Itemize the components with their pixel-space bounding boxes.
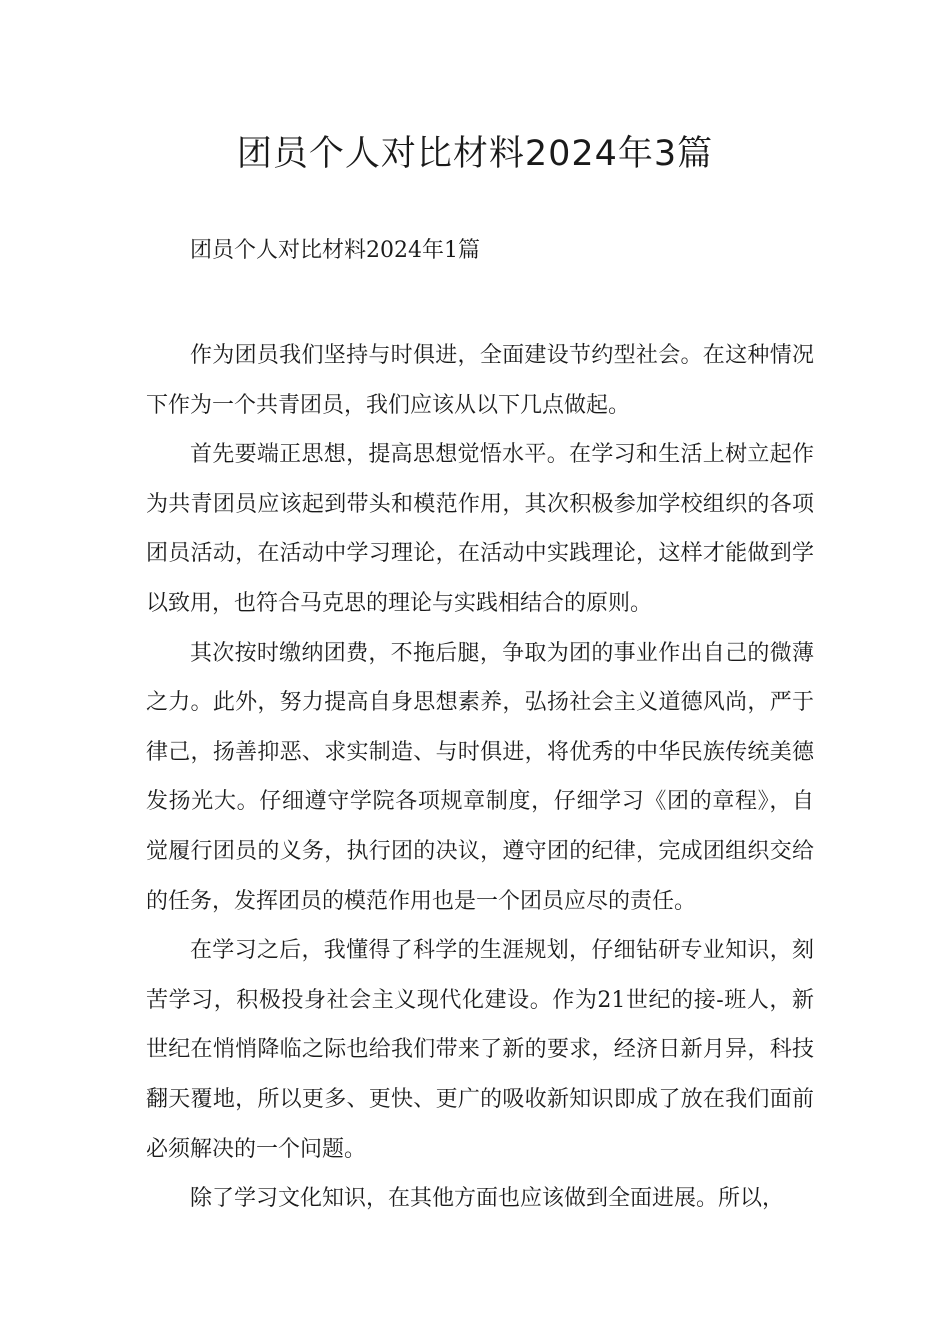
- document-body: [146, 331, 814, 1224]
- section-subtitle: 团员个人对比材料2024年1篇: [190, 238, 480, 263]
- paragraph-5: 除了学习文化知识，在其他方面也应该做到全面进展。所以，: [190, 1186, 785, 1212]
- paragraph-2: 首先要端正思想，提高思想觉悟水平。在学习和生活上树立起作为共青团员应该起到带头和模范作用，其次积极参加学校组织的各项团员活动，在活动中学习理论，在活动中实践理论，这样才能做到学以致用，也符合马克思的理论与实践相结合的原则。: [146, 442, 814, 616]
- paragraph-4: 在学习之后，我懂得了科学的生涯规划，仔细钻研专业知识，刻苦学习，积极投身社会主义现代化建设。作为21世纪的接-班人，新世纪在悄悄降临之际也给我们带来了新的要求，经济日新月异，科技翻天覆地，所以更多、更快、更广的吸收新知识即成了放在我们面前必须解决的一个问题。: [146, 938, 814, 1162]
- paragraph-3: 其次按时缴纳团费，不拖后腿，争取为团的事业作出自己的微薄之力。此外，努力提高自身思想素养，弘扬社会主义道德风尚，严于律己，扬善抑恶、求实制造、与时俱进，将优秀的中华民族传统美德发扬光大。仔细遵守学院各项规章制度，仔细学习《团的章程》，自觉履行团员的义务，执行团的决议，遵守团的纪律，完成团组织交给的任务，发挥团员的模范作用也是一个团员应尽的责任。: [146, 640, 814, 914]
- paragraph-1: 作为团员我们坚持与时俱进，全面建设节约型社会。在这种情况下作为一个共青团员，我们应该从以下几点做起。: [146, 343, 814, 418]
- document-title: 团员个人对比材料2024年3篇: [236, 134, 714, 174]
